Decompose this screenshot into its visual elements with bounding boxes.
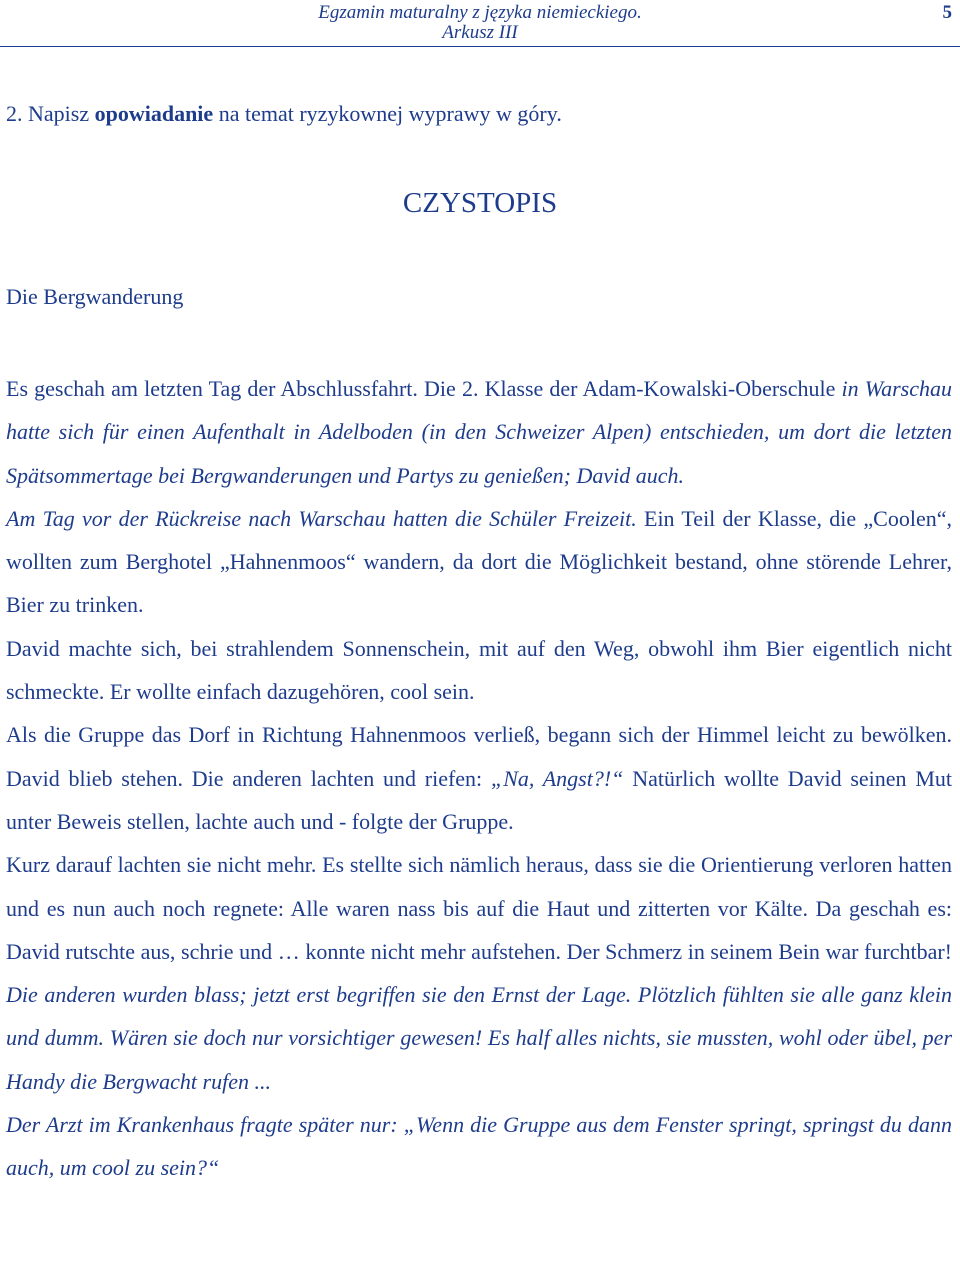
story-paragraph xyxy=(6,713,952,843)
task-topic: na temat ryzykownej wyprawy w góry. xyxy=(218,101,562,126)
story-paragraph xyxy=(6,627,952,714)
story-paragraph xyxy=(6,843,952,1103)
page-header xyxy=(0,0,960,44)
page-number: 5 xyxy=(942,2,952,23)
story-text-run: Der Arzt im Krankenhaus fragte später nur: „Wenn die Gruppe aus dem Fenster springt, springst du dann auch, um cool zu sein?“ xyxy=(6,1112,952,1181)
story-paragraph xyxy=(6,497,952,627)
story-body xyxy=(6,367,952,1190)
task-verb: Napisz xyxy=(28,101,90,126)
story-text-run: David machte sich, bei strahlendem Sonnenschein, mit auf den Weg, obwohl ihm Bier eigentlich nicht schmeckte. Er wollte einfach dazugehören, cool sein. xyxy=(6,635,952,705)
story-text-run: „Na, Angst?!“ xyxy=(490,765,624,791)
section-title: CZYSTOPIS xyxy=(402,187,558,219)
story-title: Die Bergwanderung xyxy=(6,284,184,309)
header-divider xyxy=(0,46,960,47)
story-text-run: Natürlich wollte David seinen Mut unter Beweis stellen, lachte auch und - folgte der Gruppe. xyxy=(6,765,952,834)
story-paragraph xyxy=(6,367,952,497)
story-text-run: Kurz darauf lachten sie nicht mehr. Es stellte sich nämlich heraus, dass sie die Orientierung verloren hatten und es nun auch noch regnete: Alle waren nass bis auf die Haut und zitterten vor Kälte. Da geschah es: David rutschte aus, schrie und … konnte nicht mehr aufstehen. Der Schmerz in seinem Bein war furchtbar! xyxy=(6,852,952,964)
story-text-run: Die anderen wurden blass; jetzt erst begriffen sie den Ernst der Lage. Plötzlich fühlten sie alle ganz klein und dumm. Wären sie doch nur vorsichtiger gewesen! Es half alles nichts, sie mussten, wohl oder übel, per Handy die Bergwacht rufen ... xyxy=(6,982,952,1094)
header-exam-title: Egzamin maturalny z języka niemieckiego. xyxy=(318,2,642,23)
story-paragraph xyxy=(6,1103,952,1190)
story-text-run: Am Tag vor der Rückreise nach Warschau hatten die Schüler Freizeit. xyxy=(6,505,637,531)
header-sheet-label: Arkusz III xyxy=(442,22,518,43)
task-number: 2. xyxy=(6,101,23,126)
story-text-run: Als die Gruppe das Dorf in Richtung Hahnenmoos verließ, begann sich der Himmel leicht zu bewölken. David blieb stehen. Die anderen lachten und riefen: xyxy=(6,722,952,791)
task-instruction xyxy=(6,101,562,127)
task-keyword: opowiadanie xyxy=(94,101,214,126)
story-text-run: in Warschau hatte sich für einen Aufenthalt in Adelboden (in den Schweizer Alpen) entschieden, um dort die letzten Spätsommertage bei Bergwanderungen und Partys zu genießen; David auch. xyxy=(6,376,952,488)
story-text-run: Ein Teil der Klasse, die „Coolen“, wollten zum Berghotel „Hahnenmoos“ wandern, da dort die Möglichkeit bestand, ohne störende Lehrer, Bier zu trinken. xyxy=(6,505,952,618)
story-text-run: Es geschah am letzten Tag der Abschlussfahrt. Die 2. Klasse der Adam-Kowalski-Oberschule xyxy=(6,376,842,401)
